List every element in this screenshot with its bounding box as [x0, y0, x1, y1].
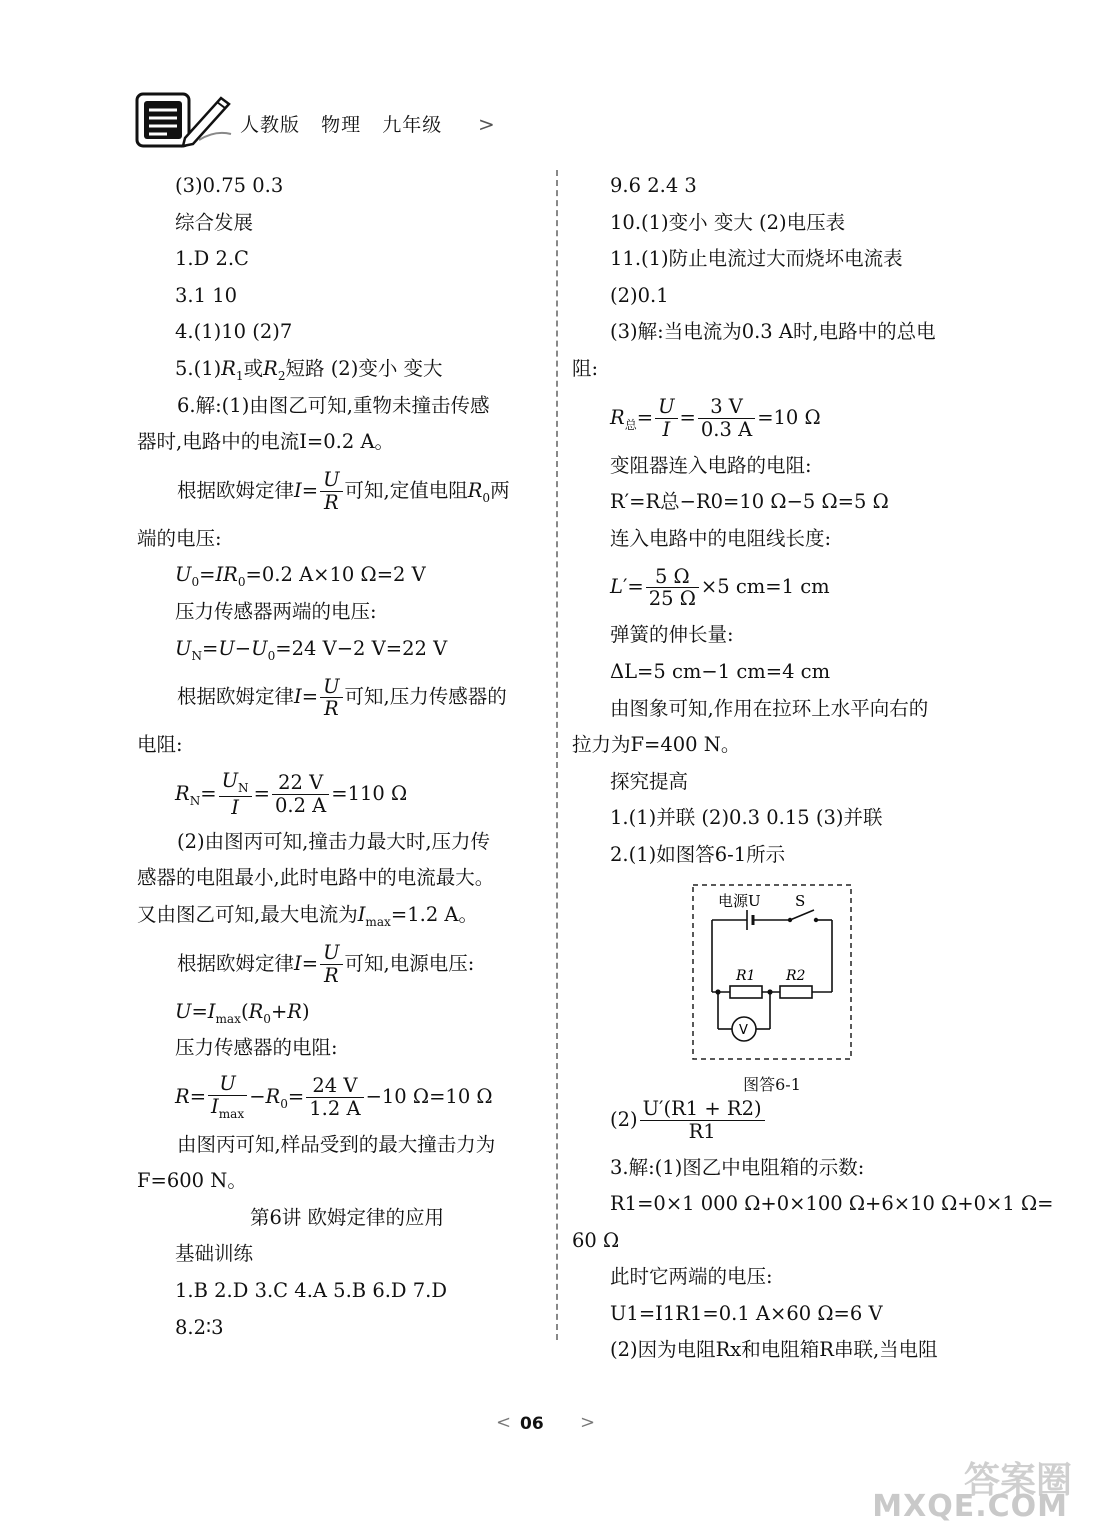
text-line: 器时,电路中的电流I=0.2 A。 [137, 430, 395, 454]
text-line: (3)0.75 0.3 [175, 174, 284, 197]
text-line: 1.D 2.C [175, 247, 249, 271]
formula-line: $R_N=$ $\frac{U_N}{I}$ = $\frac{22 V}{0.2 A}$ =110 Ω [175, 769, 408, 819]
text-line: (2)因为电阻Rx和电阻箱R串联,当电阻 [610, 1338, 938, 1362]
formula-line: L′= $\frac{5 \Omega}{25 \Omega}$ ×5 cm=1 cm [610, 564, 830, 611]
text-line: 感器的电阻最小,此时电路中的电流最大。 [137, 866, 495, 890]
resistor-r2 [780, 986, 812, 998]
figure-r2-label: R2 [786, 968, 806, 984]
header-decoration: > [478, 112, 495, 136]
text-line: 电阻: [137, 733, 183, 757]
text-line: 8.2∶3 [175, 1315, 224, 1339]
watermark-mark: 答案圈 [963, 1460, 1072, 1501]
text-line: 2.(1)如图答6-1所示 [610, 842, 786, 866]
circuit-diagram [692, 884, 852, 1060]
text-line: 由图象可知,作用在拉环上水平向右的 [610, 696, 929, 720]
formula-line: $U_N=U-U_0=24$ V−2 V=22 V [175, 636, 448, 663]
watermark [872, 1452, 1082, 1532]
text-line: 根据欧姆定律I= $\frac{U}{R}$ 可知,压力传感器的 [177, 674, 507, 721]
text-line: 1.(1)并联 (2)0.3 0.15 (3)并联 [610, 806, 883, 830]
section-heading: 综合发展 [175, 210, 254, 234]
text-line: 4.(1)10 (2)7 [175, 320, 293, 344]
text-line: 11.(1)防止电流过大而烧坏电流表 [610, 247, 903, 271]
text-line: 10.(1)变小 变大 (2)电压表 [610, 210, 846, 234]
text-line: 此时它两端的电压: [610, 1265, 773, 1289]
page-number: 06 [520, 1414, 544, 1434]
left-column [137, 168, 557, 1346]
text-line: 压力传感器两端的电压: [175, 599, 377, 623]
formula-line: $U_0=IR_0=0.2$ A×10 Ω=2 V [175, 563, 426, 590]
text-line: 60 Ω [572, 1228, 620, 1252]
formula-line: R1=0×1 000 Ω+0×100 Ω+6×10 Ω+0×1 Ω= [610, 1192, 1054, 1216]
formula-line: U1=I1R1=0.1 A×60 Ω=6 V [610, 1301, 883, 1325]
section-heading: 基础训练 [175, 1242, 254, 1266]
text-line: 变阻器连入电路的电阻: [610, 453, 812, 477]
text-line: 1.B 2.D 3.C 4.A 5.B 6.D 7.D [175, 1279, 447, 1303]
formula-line: R′=R总−R0=10 Ω−5 Ω=5 Ω [610, 490, 889, 514]
resistor-r1 [730, 986, 762, 998]
figure-meter-label: V [739, 1023, 748, 1038]
header-title: 人教版 物理 九年级 [240, 114, 443, 136]
text-line: (3)解:当电流为0.3 A时,电路中的总电 [610, 320, 936, 344]
formula-line: $R_总=$ $\frac{U}{I}$ = $\frac{3 V}{0.3 A}$ =10 Ω [610, 395, 821, 441]
switch-blade [790, 910, 814, 920]
formula-line: $U=I_{max}(R_0+R)$ [175, 999, 310, 1026]
footer-decoration-right: > [580, 1412, 596, 1433]
formula-line: (2) $\frac{U'(R1 + R2)}{R1}$ [572, 1090, 1002, 1150]
text-line: (2)0.1 [610, 283, 669, 307]
text-line: 压力传感器的电阻: [175, 1036, 338, 1060]
text-line: 拉力为F=400 N。 [572, 733, 741, 757]
text-line: 6.解:(1)由图乙可知,重物未撞击传感 [177, 393, 490, 417]
text-line: (2)由图丙可知,撞击力最大时,压力传 [177, 829, 491, 853]
text-line: 连入电路中的电阻线长度: [610, 526, 832, 550]
text-line: $5.(1)R_1$或$R_2$短路 (2)变小 变大 [175, 356, 443, 383]
text-line: 3.1 10 [175, 283, 238, 307]
right-column [572, 168, 1054, 1369]
text-line: 根据欧姆定律I= $\frac{U}{R}$ 可知,定值电阻$R_0$两 [177, 468, 510, 514]
watermark-text: MXQE.COM [872, 1489, 1068, 1524]
figure-switch-label: S [795, 892, 806, 910]
text-line: 根据欧姆定律I= $\frac{U}{R}$ 可知,电源电压: [177, 941, 475, 987]
text-line: 3.解:(1)图乙中电阻箱的示数: [610, 1155, 865, 1179]
text-line: 端的电压: [137, 526, 222, 550]
formula-line: ΔL=5 cm−1 cm=4 cm [610, 659, 831, 683]
text-line: 由图丙可知,样品受到的最大撞击力为 [177, 1132, 496, 1156]
text-line: F=600 N。 [137, 1169, 247, 1193]
section-heading: 探究提高 [610, 769, 689, 793]
figure-r1-label: R1 [736, 968, 756, 984]
formula-line: R= $\frac{U}{I_{max}}$ $-R_0=$ $\frac{24 V}{1.2 A}$ −10 Ω=10 Ω [175, 1072, 493, 1121]
figure-source-label: 电源U [718, 892, 761, 910]
footer-decoration-left: < [496, 1412, 512, 1433]
text-line: 又由图乙可知,最大电流为$I_{max}=1.2$ A。 [137, 902, 479, 929]
text-line: 阻: [572, 356, 599, 380]
figure-caption: 图答6-1 [743, 1075, 801, 1094]
notebook-pencil-icon [135, 90, 235, 150]
text-line: 弹簧的伸长量: [610, 623, 734, 647]
text-line: 9.6 2.4 3 [610, 174, 697, 197]
chapter-title: 第6讲 欧姆定律的应用 [249, 1205, 445, 1229]
